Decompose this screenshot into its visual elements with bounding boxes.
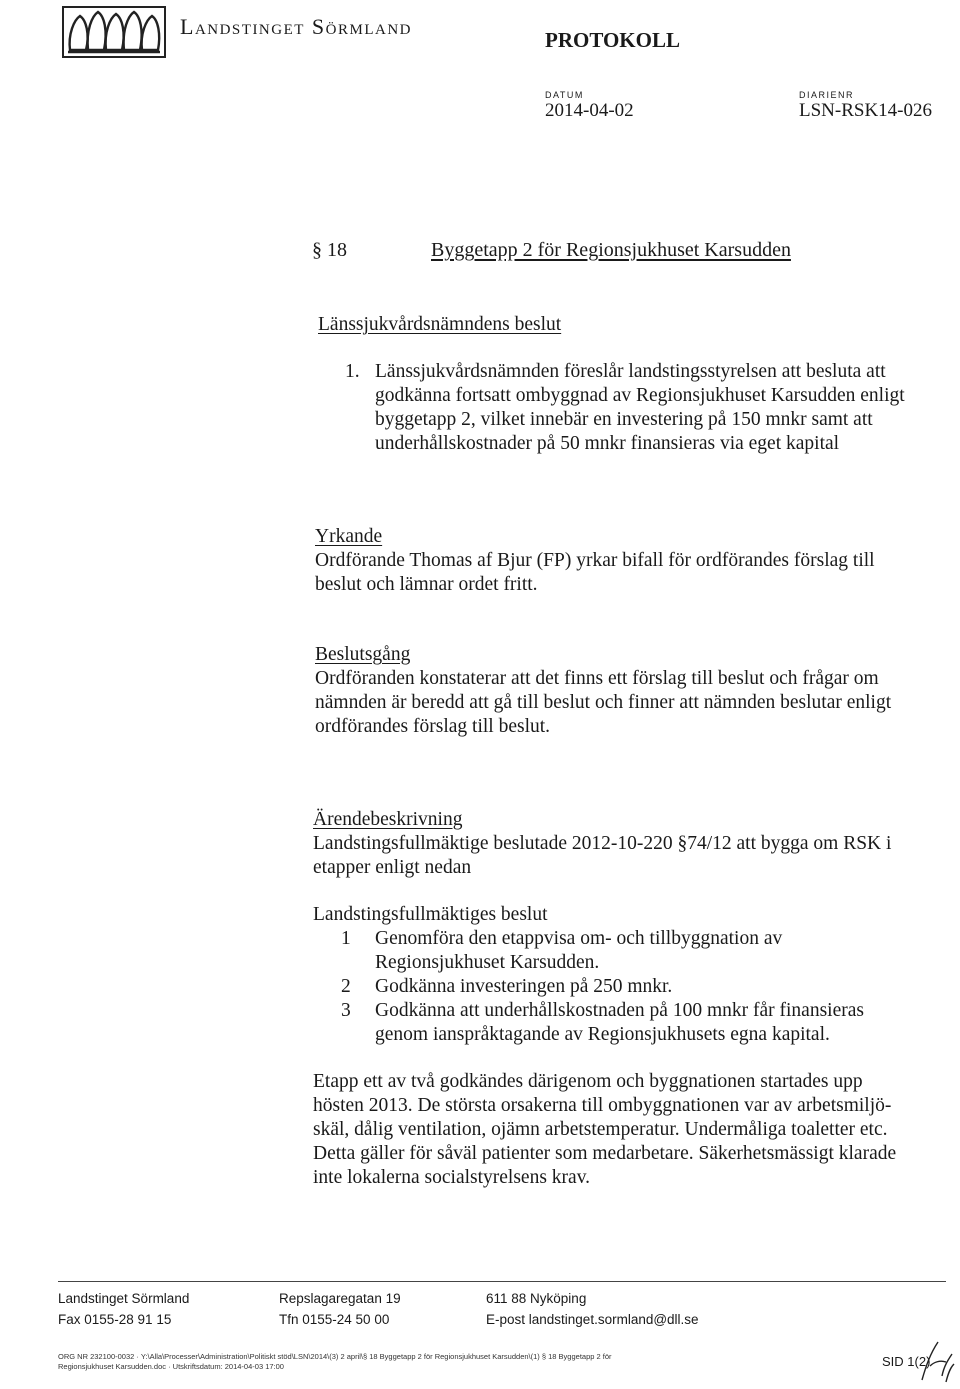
footer-email: E-post landstinget.sormland@dll.se (486, 1312, 699, 1327)
list-item-line: Godkänna att underhållskostnaden på 100 mnkr får finansieras (375, 1000, 864, 1021)
footer-address: Repslagaregatan 19 (279, 1291, 401, 1306)
footer-print-date: Regionsjukhuset Karsudden.doc · Utskriftsdatum: 2014-04-03 17:00 (58, 1362, 284, 1371)
yrkande-line: Ordförande Thomas af Bjur (FP) yrkar bifall för ordförandes förslag till (315, 550, 875, 571)
decision-item-line: underhållskostnader på 50 mnkr finansieras via eget kapital (375, 433, 840, 454)
list-item-line: Regionsjukhuset Karsudden. (375, 952, 600, 973)
organization-logo (62, 6, 166, 58)
beslutsgang-line: ordförandes förslag till beslut. (315, 716, 551, 737)
closing-line: skäl, dålig ventilation, ojämn arbetstemperatur. Undermåliga toaletter etc. (313, 1119, 888, 1140)
page-number: SID 1(2) (882, 1354, 931, 1369)
arendebeskrivning-section (313, 808, 891, 880)
list-item-line: genom ianspråktagande av Regionsjukhusets egna kapital. (375, 1024, 830, 1045)
beslutsgang-line: Ordföranden konstaterar att det finns ett förslag till beslut och frågar om (315, 668, 879, 689)
yrkande-line: beslut och lämnar ordet fritt. (315, 574, 538, 595)
handwritten-signature (916, 1336, 956, 1386)
list-item-line: Godkänna investeringen på 250 mnkr. (375, 976, 673, 997)
footer-file-path: ORG NR 232100-0032 · Y:\Alla\Processer\Administration\Politiskt stöd\LSN\2014\(3) 2 april\§ 18 Byggetapp 2 för Regionsjukhuset Karsudden\(1) § 18 Byggetapp 2 för (58, 1352, 612, 1361)
fullmaktige-heading: Landstingsfullmäktiges beslut (313, 904, 548, 925)
arendebeskrivning-intro-line: Landstingsfullmäktige beslutade 2012-10-220 §74/12 att bygga om RSK i (313, 833, 892, 854)
arendebeskrivning-intro-line: etapper enligt nedan (313, 857, 472, 878)
beslutsgang-section (315, 643, 891, 739)
document-type: PROTOKOLL (545, 28, 680, 52)
closing-line: Detta gäller för såväl patienter som medarbetare. Säkerhetsmässigt klarade (313, 1143, 897, 1164)
beslutsgang-heading: Beslutsgång (315, 644, 411, 665)
decision-heading: Länssjukvårdsnämndens beslut (318, 314, 562, 335)
section-number: § 18 (312, 239, 347, 261)
beslutsgang-line: nämnden är beredd att gå till beslut och finner att nämnden beslutar enligt (315, 692, 892, 713)
list-item (313, 999, 864, 1047)
date-value: 2014-04-02 (545, 100, 634, 121)
section-title: Byggetapp 2 för Regionsjukhuset Karsudden (431, 239, 791, 261)
diarienr-value: LSN-RSK14-026 (799, 100, 933, 121)
list-item-number: 3 (341, 1000, 351, 1021)
decision-item-line: byggetapp 2, vilket innebär en investering på 150 mnkr samt att (375, 409, 873, 430)
decision-item-number: 1. (345, 361, 360, 382)
list-item-number: 2 (341, 976, 351, 997)
list-item (313, 927, 864, 975)
footer-fax: Fax 0155-28 91 15 (58, 1312, 172, 1327)
fullmaktige-decision (313, 903, 864, 1047)
footer-org: Landstinget Sörmland (58, 1291, 190, 1306)
date-label: DATUM (545, 90, 584, 100)
footer-phone: Tfn 0155-24 50 00 (279, 1312, 390, 1327)
decision-item (345, 360, 905, 456)
list-item (313, 975, 864, 999)
yrkande-heading: Yrkande (315, 526, 383, 547)
closing-line: hösten 2013. De största orsakerna till ombyggnationen var av arbetsmiljö- (313, 1095, 892, 1116)
organization-name: Landstinget Sörmland (180, 14, 412, 39)
yrkande-section (315, 525, 875, 597)
closing-line: Etapp ett av två godkändes därigenom och byggnationen startades upp (313, 1071, 863, 1092)
footer-postal: 611 88 Nyköping (486, 1291, 587, 1306)
list-item-line: Genomföra den etappvisa om- och tillbyggnation av (375, 928, 783, 949)
diarienr-label: DIARIENR (799, 90, 855, 100)
closing-paragraph (313, 1070, 896, 1190)
closing-line: inte lokalerna socialstyrelsens krav. (313, 1167, 591, 1188)
arendebeskrivning-heading: Ärendebeskrivning (313, 809, 463, 830)
footer-divider (58, 1281, 946, 1282)
decision-item-line: Länssjukvårdsnämnden föreslår landstingsstyrelsen att besluta att (375, 361, 886, 382)
list-item-number: 1 (341, 928, 351, 949)
decision-item-line: godkänna fortsatt ombyggnad av Regionsjukhuset Karsudden enligt (375, 385, 905, 406)
